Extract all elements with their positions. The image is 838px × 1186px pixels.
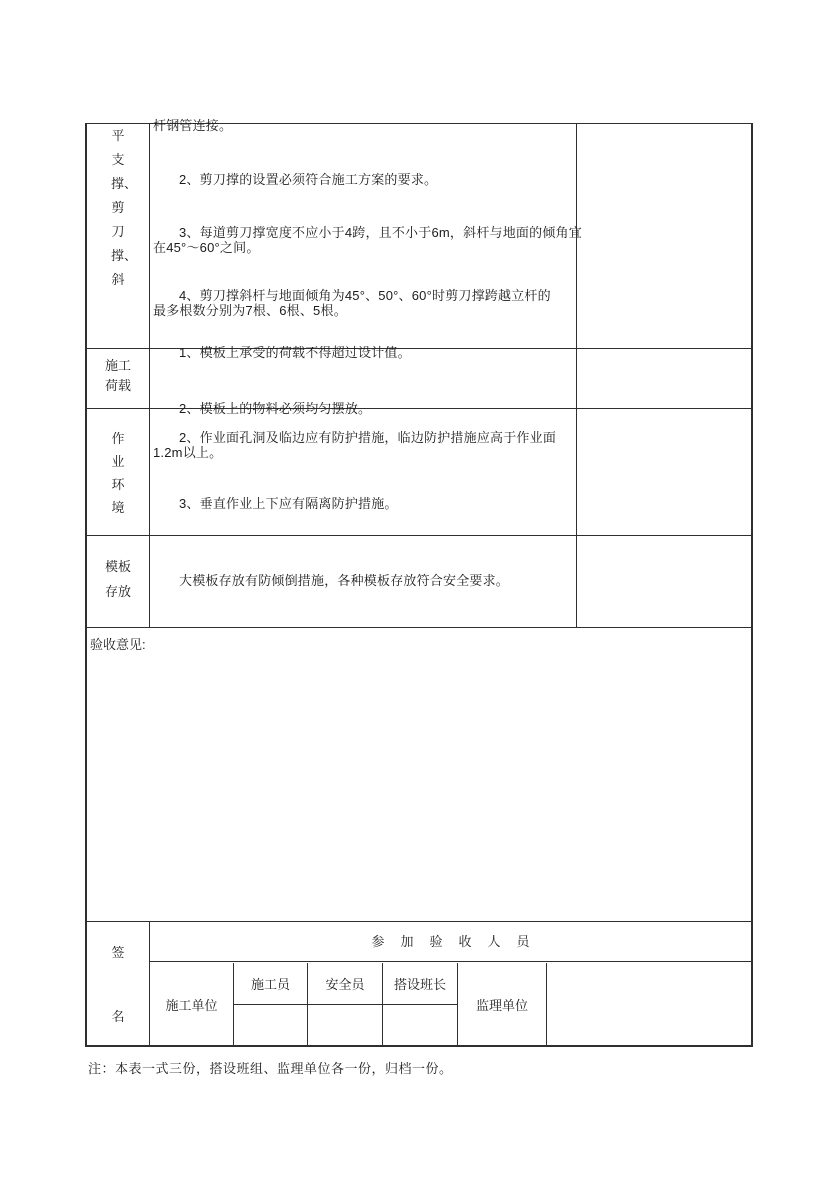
construction-unit-cell [150,963,234,1045]
footer-note: 注：本表一式三份，搭设班组、监理单位各一份，归档一份。 [88,1061,453,1076]
load-item-1-line-0: 2、模板上的物料必须均匀摆放。 [179,401,372,416]
safety-officer-column [308,963,383,1045]
row-bracing-label: 平支撑、剪刀撑、斜 [111,128,138,287]
row-formwork-storage-content-cell [150,536,577,627]
signature-grid [150,922,751,1045]
constructor-header: 施工员 [234,963,307,1005]
row-construction-load-label: 施工荷载 [104,358,131,393]
supervision-unit-label: 监理单位 [475,997,528,1013]
row-work-environment-remarks-cell [577,409,751,535]
signature-grid-body [150,963,751,1045]
row-construction-load-content-cell [150,345,577,416]
row-formwork-storage [87,536,751,628]
bracing-item-2-line-0: 3、每道剪刀撑宽度不应小于4跨，且不小于6m，斜杆与地面的倾角宜 [179,225,582,240]
row-formwork-storage-label-cell [87,536,150,627]
bracing-item-1-line-0: 2、剪刀撑的设置必须符合施工方案的要求。 [179,172,438,187]
storage-item-0-line-0: 大模板存放有防倾倒措施，各种模板存放符合安全要求。 [179,573,510,588]
row-bracing [87,118,751,349]
supervision-unit-cell [458,963,547,1045]
signature-label-char-2: 名 [111,1009,125,1024]
row-formwork-storage-label: 模板存放 [104,559,131,599]
safety-officer-header: 安全员 [308,963,382,1005]
erection-leader-header: 搭设班长 [383,963,457,1005]
row-formwork-storage-remarks-cell [577,536,751,627]
load-item-0-line-0: 1、模板上承受的荷载不得超过设计值。 [179,345,411,360]
row-bracing-remarks-cell [577,124,751,348]
row-construction-load-remarks-cell [577,349,751,408]
signature-row-label-cell [87,922,150,1045]
env-item-1-line-0: 3、垂直作业上下应有隔离防护措施。 [179,496,398,511]
bracing-item-2-line-1: 在45°～60°之间。 [153,240,260,255]
erection-leader-column [383,963,458,1045]
row-bracing-label-cell [87,124,150,348]
row-work-environment-content-cell [150,409,577,535]
row-acceptance-opinion [87,628,751,922]
construction-unit-label: 施工单位 [165,997,218,1013]
inspection-table [85,118,753,1047]
supervision-signature-space [547,963,751,1045]
row-construction-load-label-cell [87,349,150,408]
row-work-environment-label: 作业环境 [111,431,125,515]
row-work-environment [87,409,751,536]
bracing-item-0-line-0: 杆钢管连接。 [153,118,233,133]
signature-section [87,922,751,1045]
row-work-environment-label-cell [87,409,150,535]
acceptance-opinion-label: 验收意见: [90,637,146,652]
env-item-0-line-1: 1.2m以上。 [153,445,223,460]
constructor-column [234,963,308,1045]
env-item-0-line-0: 2、作业面孔洞及临边应有防护措施，临边防护措施应高于作业面 [179,430,557,445]
participants-header: 参加验收人员 [150,922,751,962]
signature-label-char-1: 签 [111,945,125,960]
row-construction-load [87,345,751,416]
bracing-item-3-line-1: 最多根数分别为7根、6根、5根。 [153,303,347,318]
row-bracing-content-cell [150,118,582,348]
bracing-item-3-line-0: 4、剪刀撑斜杆与地面倾角为45°、50°、60°时剪刀撑跨越立杆的 [179,288,551,303]
